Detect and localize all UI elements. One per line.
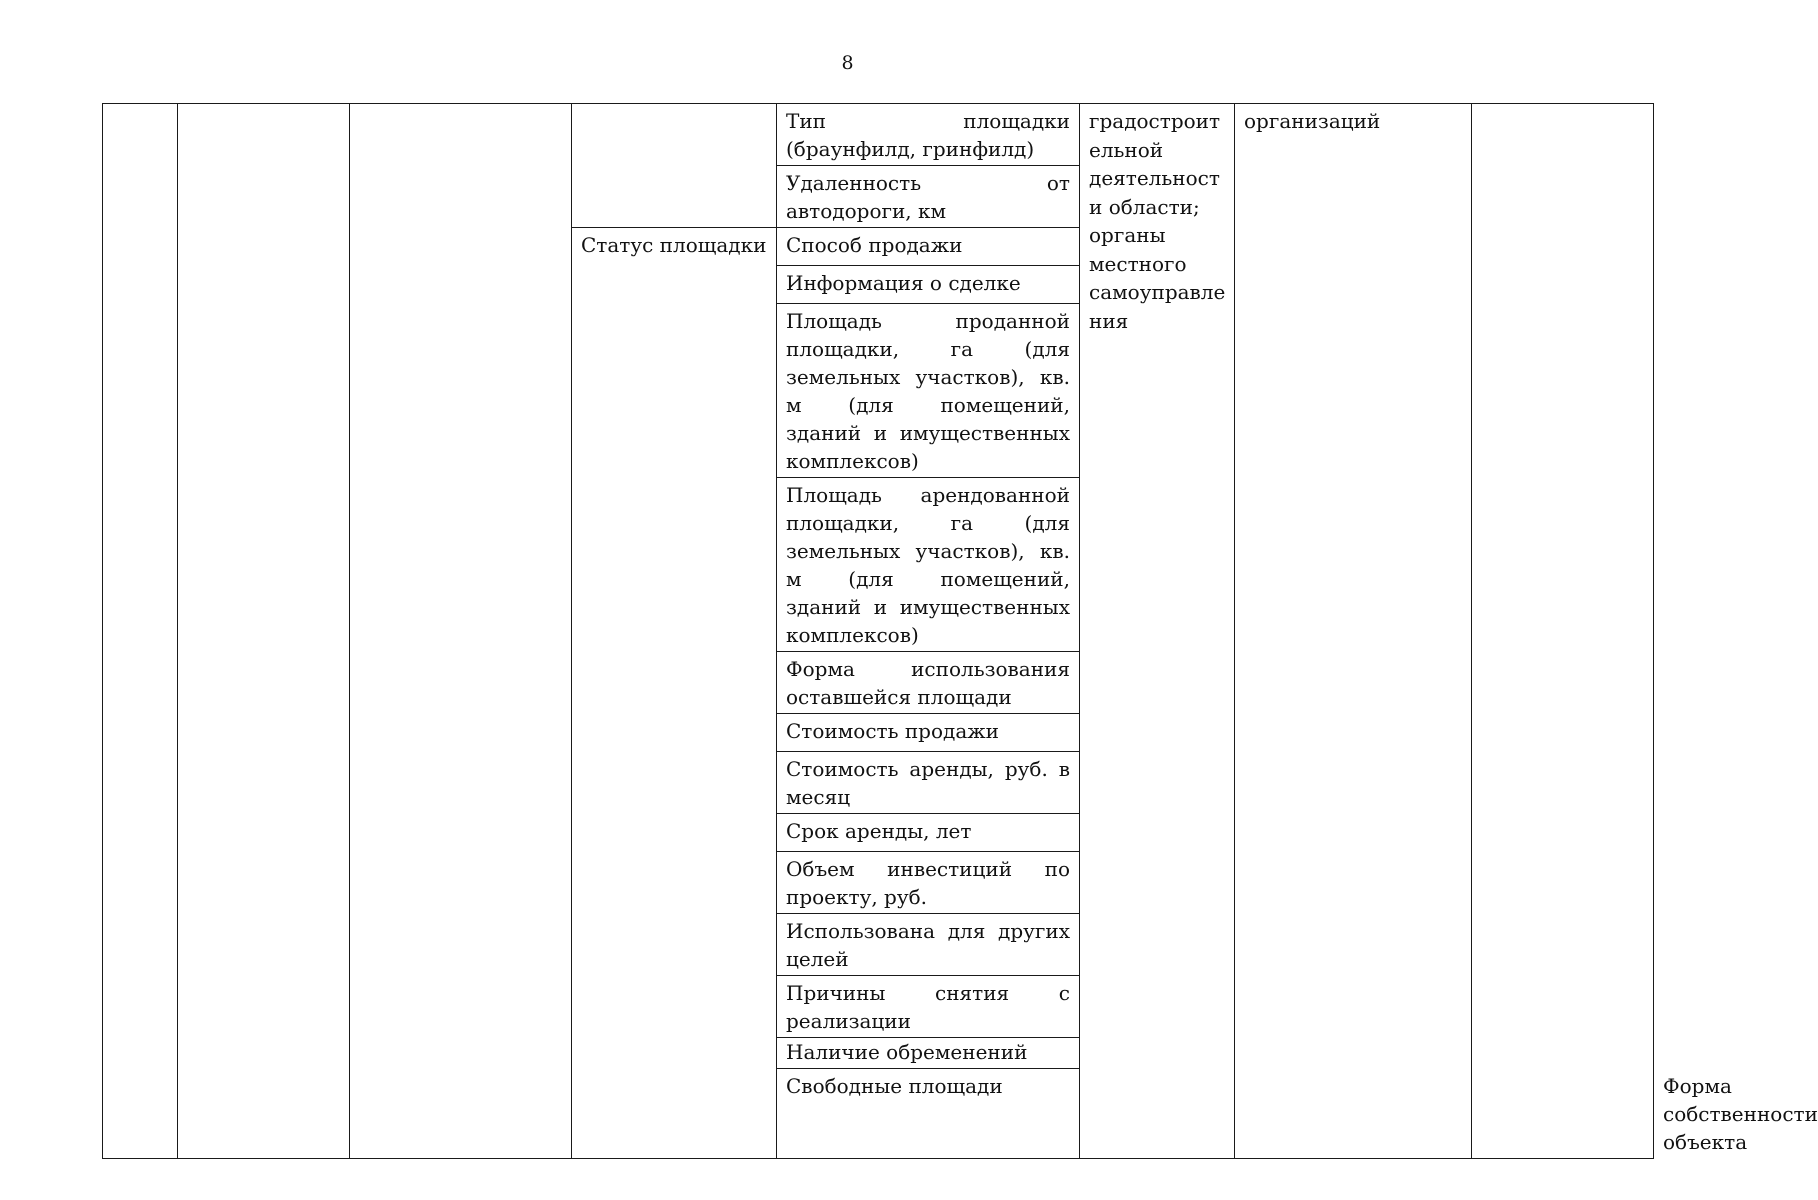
col-last-cell xyxy=(1472,104,1654,1159)
param-cell: Стоимость продажи xyxy=(777,714,1080,752)
source-line: местного xyxy=(1089,251,1187,276)
param-cell: Причины снятия с реализации xyxy=(777,976,1080,1038)
param-cell: Срок аренды, лет xyxy=(777,814,1080,852)
source-line: и области; xyxy=(1089,194,1200,219)
source-line: органы xyxy=(1089,223,1166,247)
param-cell: Стоимость аренды, руб. в месяц xyxy=(777,752,1080,814)
source-line: градостроит xyxy=(1089,109,1221,133)
param-cell: Способ продажи xyxy=(777,228,1080,266)
param-cell: Удаленность от автодороги, км xyxy=(777,166,1080,228)
col-description-cell xyxy=(350,104,572,1159)
data-table: Тип площадки (браунфилд, гринфилд) градостроит ельной деятельност и области; органы местного самоуправле ния организаций Удаленность от автодороги, км Статус площадки Способ продажи Информация о сделке Площадь проданной площадки, га (для земельных участков), кв. м (для помещений, зданий и имущественных комплексов) Площадь арендованной площадки, га (для земельных участков), кв. м (для помещений, зданий и имущественных комплексов) Форма использования оставшейся площади Стоимость продажи Стоимость аренды, руб. в месяц Срок аренды, лет Объем инвестиций по проекту, руб. Использована для других целей Причины снятия с реализации Наличие обременений Свободные площади Форма собственности объекта xyxy=(102,103,1654,1159)
source-line: ельной xyxy=(1089,137,1164,162)
source-line: деятельност xyxy=(1089,166,1220,190)
col-indicator-cell xyxy=(178,104,350,1159)
param-cell: Использована для других целей xyxy=(777,914,1080,976)
col-number-cell xyxy=(103,104,178,1159)
param-cell: Наличие обременений xyxy=(777,1038,1080,1069)
param-cell: Информация о сделке xyxy=(777,266,1080,304)
group-label-cell xyxy=(572,104,777,228)
organizations-cell: организаций xyxy=(1235,104,1472,1159)
group-label-status: Статус площадки xyxy=(572,228,777,1159)
param-cell: Площадь проданной площадки, га (для земельных участков), кв. м (для помещений, зданий и имущественных комплексов) xyxy=(777,304,1080,478)
param-cell: Форма использования оставшейся площади xyxy=(777,652,1080,714)
source-line: самоуправле xyxy=(1089,280,1226,304)
param-cell: Площадь арендованной площадки, га (для земельных участков), кв. м (для помещений, зданий и имущественных комплексов) xyxy=(777,478,1080,652)
group-label-free-space: Свободные площади xyxy=(777,1069,1080,1159)
param-cell: Тип площадки (браунфилд, гринфилд) xyxy=(777,104,1080,166)
param-cell: Объем инвестиций по проекту, руб. xyxy=(777,852,1080,914)
page-number: 8 xyxy=(841,52,854,74)
source-line: ния xyxy=(1089,308,1129,333)
source-cell xyxy=(1080,104,1235,1159)
